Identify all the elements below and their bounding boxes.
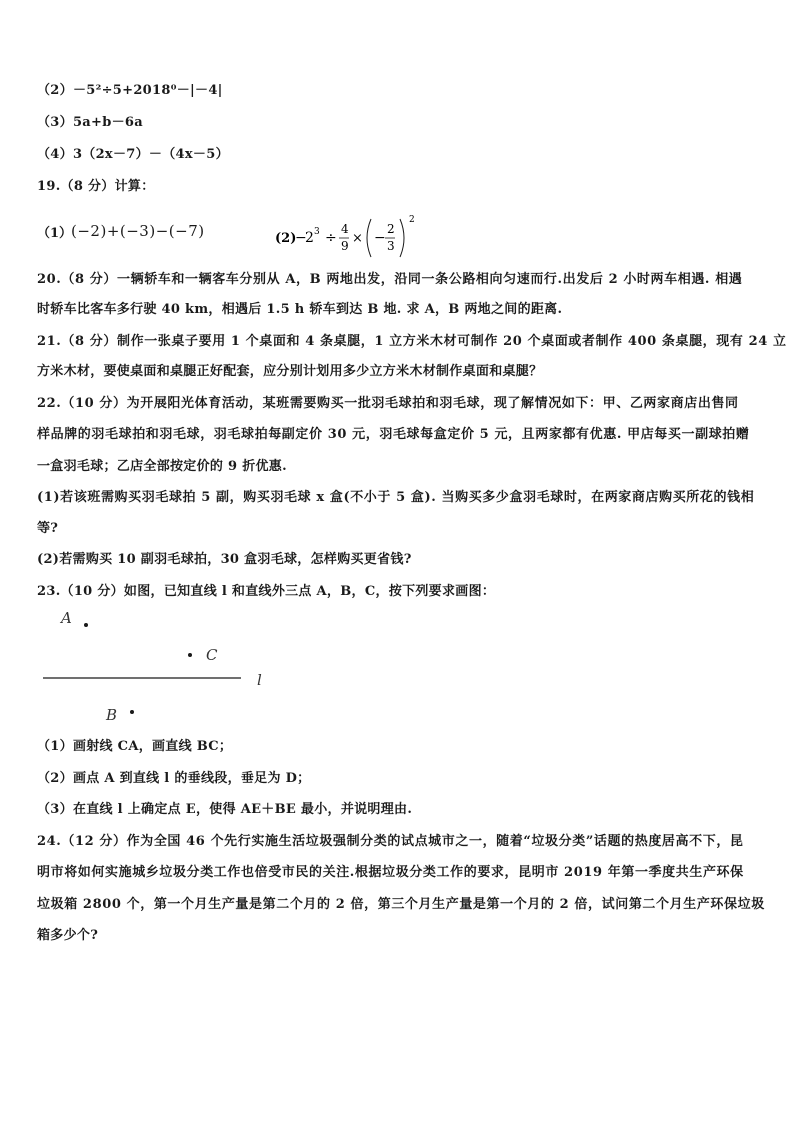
- q21-line1: 21.（8 分）制作一张桌子要用 1 个桌面和 4 条桌腿，1 立方米木材可制作 20 个桌面或者制作 400 条桌腿，现有 24 立: [37, 334, 787, 349]
- right-paren: [400, 219, 404, 257]
- math-base: 2: [305, 230, 314, 246]
- q22-part2: (2)若需购买 10 副羽毛球拍，30 盒羽毛球，怎样购买更省钱?: [37, 552, 412, 567]
- q23-part2: （2）画点 A 到直线 l 的垂线段，垂足为 D；: [37, 771, 311, 786]
- q19-expressions: [37, 212, 757, 262]
- q19-part1-label: （1）: [37, 226, 73, 241]
- math-denominator-3: 3: [387, 239, 395, 253]
- line-l-label: l: [257, 671, 262, 689]
- q18-part2: （2）－5²÷5+2018⁰－|－4|: [37, 83, 223, 98]
- point-B-label: B: [106, 706, 118, 724]
- q19-title: 19.（8 分）计算：: [37, 179, 155, 194]
- math-denominator-9: 9: [341, 239, 349, 253]
- math-times: ×: [352, 231, 363, 246]
- point-C-label: C: [206, 646, 218, 664]
- q22-line3: 一盒羽毛球；乙店全部按定价的 9 折优惠.: [37, 459, 287, 474]
- q22-part1-line1: (1)若该班需购买羽毛球拍 5 副，购买羽毛球 x 盒(不小于 5 盒). 当购买多少盒羽毛球时，在两家商店购买所花的钱相: [37, 490, 755, 505]
- math-exponent-3: 3: [314, 227, 320, 237]
- q23-part1: （1）画射线 CA，画直线 BC；: [37, 739, 233, 754]
- point-A: [84, 623, 88, 627]
- math-exponent-2: 2: [409, 215, 415, 225]
- q20-line2: 时轿车比客车多行驶 40 km，相遇后 1.5 h 轿车到达 B 地. 求 A，B 两地之间的距离.: [37, 302, 563, 317]
- q19-part2-label: (2): [275, 231, 297, 246]
- q19-part2-expression: [275, 212, 455, 260]
- math-minus: −: [295, 230, 307, 246]
- q23-part3: （3）在直线 l 上确定点 E，使得 AE＋BE 最小，并说明理由.: [37, 802, 413, 817]
- q24-line3: 垃圾箱 2800 个，第一个月生产量是第二个月的 2 倍，第三个月生产量是第一个月的 2 倍，试问第二个月生产环保垃圾: [37, 897, 765, 912]
- math-numerator-4: 4: [341, 222, 349, 236]
- q23-title: 23.（10 分）如图，已知直线 l 和直线外三点 A，B，C，按下列要求画图：: [37, 584, 496, 599]
- q24-line1: 24.（12 分）作为全国 46 个先行实施生活垃圾强制分类的试点城市之一，随着“垃圾分类”话题的热度居高不下，昆: [37, 834, 744, 849]
- point-A-label: A: [61, 609, 72, 627]
- left-paren: [367, 219, 371, 257]
- q23-figure: [37, 603, 337, 728]
- math-divide: ÷: [325, 230, 337, 246]
- q21-line2: 方米木材，要使桌面和桌腿正好配套，应分别计划用多少立方米木材制作桌面和桌腿？: [37, 364, 543, 379]
- q18-part4: （4）3（2x－7）－（4x－5）: [37, 147, 229, 162]
- q20-line1: 20.（8 分）一辆轿车和一辆客车分别从 A，B 两地出发，沿同一条公路相向匀速而行.出发后 2 小时两车相遇. 相遇: [37, 272, 743, 287]
- q22-line1: 22.（10 分）为开展阳光体育活动，某班需要购买一批羽毛球拍和羽毛球，现了解情况如下：甲、乙两家商店出售同: [37, 396, 739, 411]
- q24-line2: 明市将如何实施城乡垃圾分类工作也倍受市民的关注.根据垃圾分类工作的要求，昆明市 2019 年第一季度共生产环保: [37, 865, 744, 880]
- q18-part3: （3）5a+b－6a: [37, 115, 143, 130]
- q24-line4: 箱多少个?: [37, 928, 99, 943]
- q22-line2: 样品牌的羽毛球拍和羽毛球，羽毛球拍每副定价 30 元，羽毛球每盒定价 5 元，且两家都有优惠. 甲店每买一副球拍赠: [37, 427, 750, 442]
- math-numerator-2: 2: [387, 222, 395, 236]
- point-C: [188, 653, 192, 657]
- q19-part1-expression: (−2)+(−3)−(−7): [71, 222, 205, 240]
- q22-part1-line2: 等?: [37, 521, 59, 536]
- point-B: [130, 710, 134, 714]
- math-minus-inner: −: [374, 230, 386, 246]
